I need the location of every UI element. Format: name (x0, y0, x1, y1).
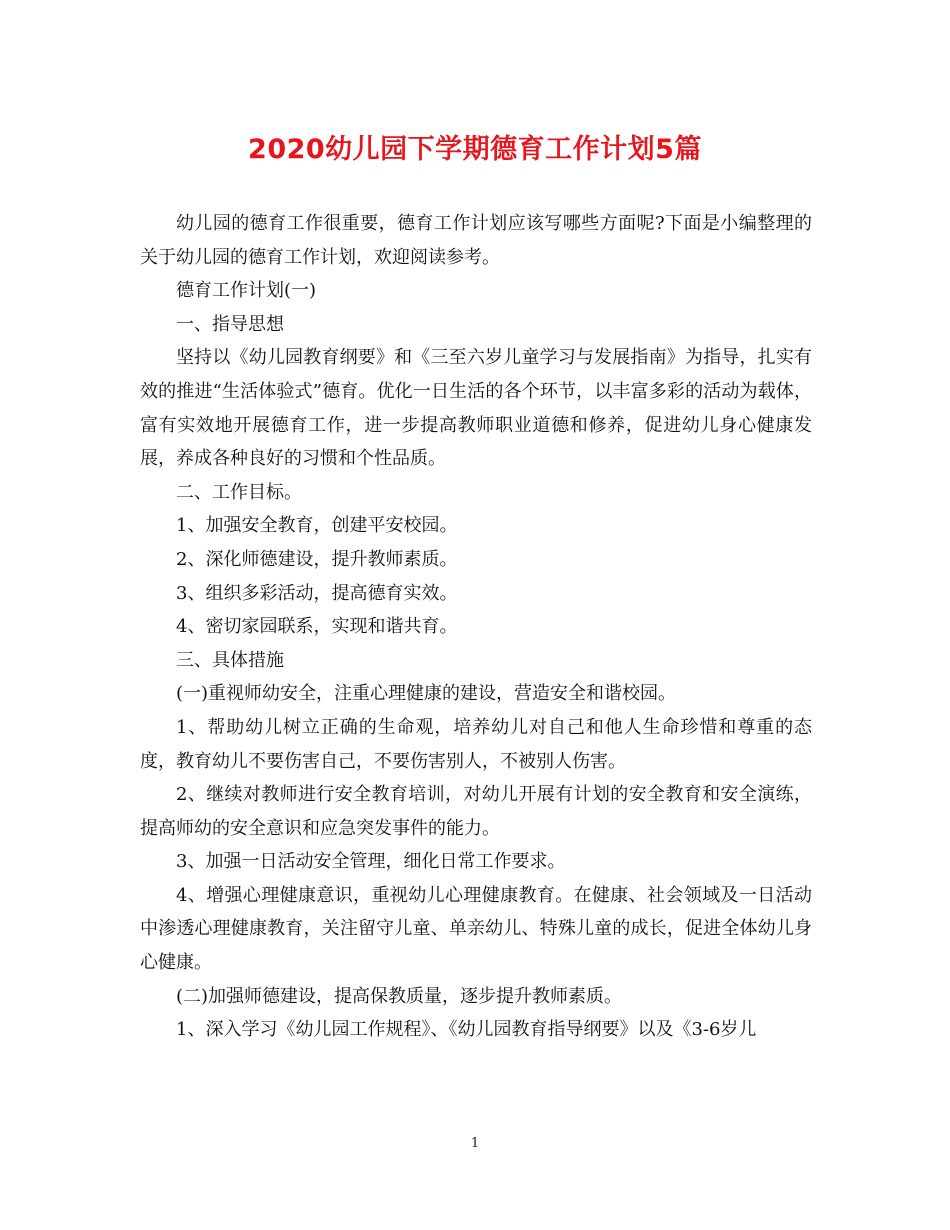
list-item-measure-1: 1、帮助幼儿树立正确的生命观，培养幼儿对自己和他人生命珍惜和尊重的态度，教育幼儿不要伤害自己，不要伤害别人，不被别人伤害。 (140, 716, 812, 772)
list-item-ethics-1: 1、深入学习《幼儿园工作规程》、《幼儿园教育指导纲要》以及《3-6岁儿 (176, 1019, 757, 1041)
document-body (140, 207, 812, 1047)
list-item-measure-3: 3、加强一日活动安全管理，细化日常工作要求。 (176, 851, 566, 873)
list-item-measure-4: 4、增强心理健康意识，重视幼儿心理健康教育。在健康、社会领域及一日活动中渗透心理健康教育，关注留守儿童、单亲幼儿、特殊儿童的成长，促进全体幼儿身心健康。 (140, 884, 812, 974)
list-item-goal-3: 3、组织多彩活动，提高德育实效。 (176, 582, 458, 604)
paragraph-intro: 幼儿园的德育工作很重要，德育工作计划应该写哪些方面呢?下面是小编整理的关于幼儿园的德育工作计划，欢迎阅读参考。 (140, 213, 812, 268)
heading-work-goals: 二、工作目标。 (176, 481, 302, 503)
list-item-goal-4: 4、密切家园联系，实现和谐共育。 (176, 616, 458, 638)
list-item-measure-2: 2、继续对教师进行安全教育培训，对幼儿开展有计划的安全教育和安全演练，提高师幼的安全意识和应急突发事件的能力。 (140, 784, 812, 839)
list-item-goal-1: 1、加强安全教育，创建平安校园。 (176, 515, 458, 537)
heading-guiding-thought: 一、指导思想 (176, 313, 284, 335)
heading-specific-measures: 三、具体措施 (176, 649, 284, 671)
list-item-goal-2: 2、深化师德建设，提升教师素质。 (176, 548, 458, 570)
paragraph-guiding-thought: 坚持以《幼儿园教育纲要》和《三至六岁儿童学习与发展指南》为指导，扎实有效的推进“生活体验式”德育。优化一日生活的各个环节，以丰富多彩的活动为载体，富有实效地开展德育工作，进一步提高教师职业道德和修养，促进幼儿身心健康发展，养成各种良好的习惯和个性品质。 (140, 347, 812, 470)
subheading-teacher-ethics: (二)加强师德建设，提高保教质量，逐步提升教师素质。 (176, 985, 623, 1007)
section-heading-plan-1: 德育工作计划(一) (176, 280, 317, 302)
subheading-safety: (一)重视师幼安全，注重心理健康的建设，营造安全和谐校园。 (176, 683, 677, 705)
document-title: 2020幼儿园下学期德育工作计划5篇 (248, 134, 702, 165)
page-number: 1 (470, 1136, 480, 1151)
